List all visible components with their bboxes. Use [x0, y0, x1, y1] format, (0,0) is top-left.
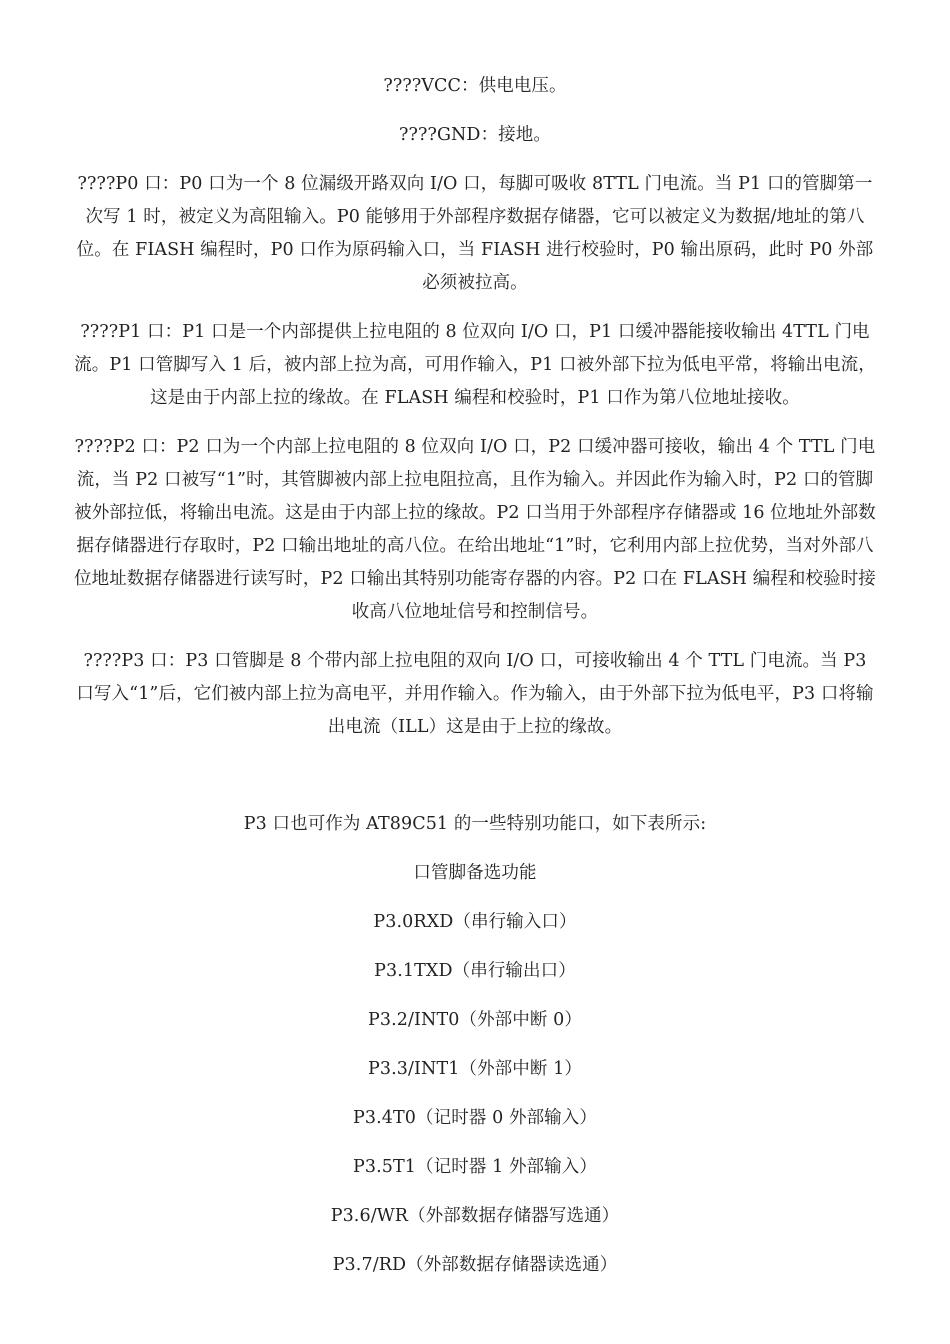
- p3-intro: P3 口也可作为 AT89C51 的一些特别功能口，如下表所示:: [243, 814, 707, 834]
- pin-row: P3.6/WR（外部数据存储器写选通）: [330, 1206, 620, 1226]
- pin-row: P3.3/INT1（外部中断 1）: [368, 1059, 582, 1079]
- pin-row: P3.0RXD（串行输入口）: [373, 912, 577, 932]
- gnd-paragraph: ????GND：接地。: [399, 125, 551, 145]
- p0-paragraph: ????P0 口：P0 口为一个 8 位漏级开路双向 I/O 口，每脚可吸收 8TTL 门电流。当 P1 口的管脚第一次写 1 时，被定义为高阻输入。P0 能够用于外部程序数据存储器，它可以被定义为数据/地址的第八位。在 FIASH 编程时，P0 口作为原码输入口，当 FIASH 进行校验时，P0 输出原码，此时 P0 外部必须被拉高。: [76, 174, 874, 293]
- p2-paragraph: ????P2 口：P2 口为一个内部上拉电阻的 8 位双向 I/O 口，P2 口缓冲器可接收，输出 4 个 TTL 门电流，当 P2 口被写“1”时，其管脚被内部上拉电阻拉高，且作为输入。并因此作为输入时，P2 口的管脚被外部拉低，将输出电流。这是由于内部上拉的缘故。P2 口当用于外部程序存储器或 16 位地址外部数据存储器进行存取时，P2 口输出地址的高八位。在给出地址“1”时，它利用内部上拉优势，当对外部八位地址数据存储器进行读写时，P2 口输出其特别功能寄存器的内容。P2 口在 FLASH 编程和校验时接收高八位地址信号和控制信号。: [74, 437, 876, 622]
- pin-row: P3.2/INT0（外部中断 0）: [368, 1010, 582, 1030]
- p1-paragraph: ????P1 口：P1 口是一个内部提供上拉电阻的 8 位双向 I/O 口，P1 口缓冲器能接收输出 4TTL 门电流。P1 口管脚写入 1 后，被内部上拉为高，可用作输入，P1 口被外部下拉为低电平常，将输出电流，这是由于内部上拉的缘故。在 FLASH 编程和校验时，P1 口作为第八位地址接收。: [74, 322, 876, 408]
- p3-paragraph: ????P3 口：P3 口管脚是 8 个带内部上拉电阻的双向 I/O 口，可接收输出 4 个 TTL 门电流。当 P3 口写入“1”后，它们被内部上拉为高电平，并用作输入。作为输入，由于外部下拉为低电平，P3 口将输出电流（ILL）这是由于上拉的缘故。: [76, 651, 874, 737]
- document-page: [72, 70, 878, 1298]
- pin-row: P3.7/RD（外部数据存储器读选通）: [332, 1255, 618, 1275]
- pin-row: P3.4T0（记时器 0 外部输入）: [353, 1108, 597, 1128]
- p3-alternate-functions: [72, 808, 878, 1282]
- pin-row: P3.5T1（记时器 1 外部输入）: [353, 1157, 597, 1177]
- p3-table-header: 口管脚备选功能: [413, 863, 537, 883]
- vcc-paragraph: ????VCC：供电电压。: [383, 76, 567, 96]
- pin-row: P3.1TXD（串行输出口）: [374, 961, 576, 981]
